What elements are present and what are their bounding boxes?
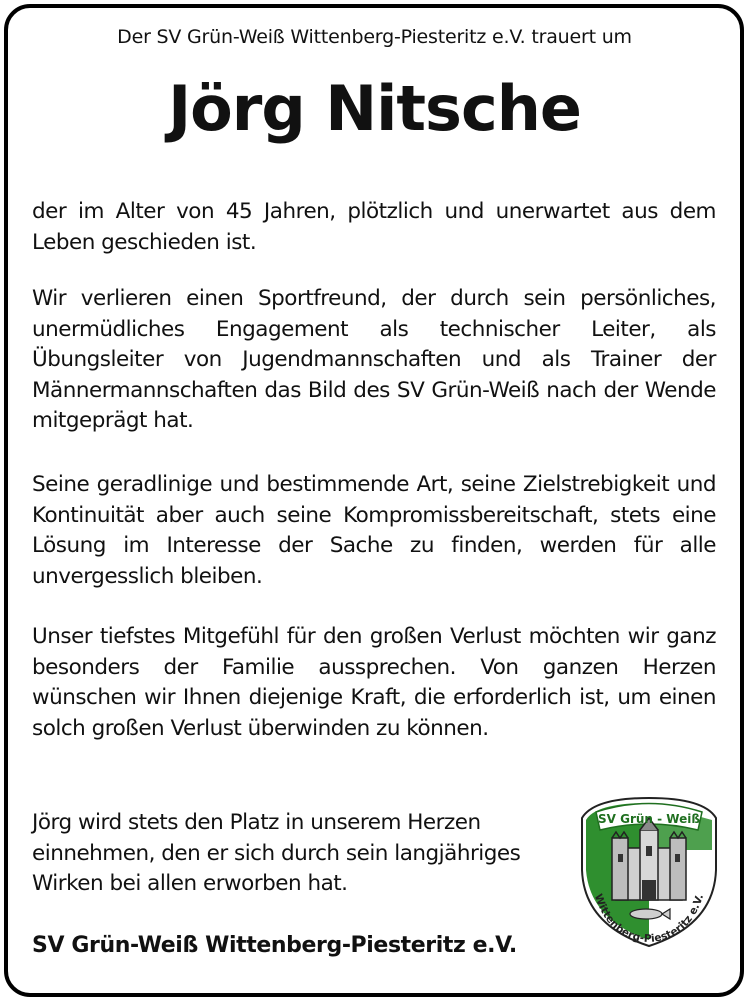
paragraph-age: der im Alter von 45 Jahren, plötzlich und unerwartet aus dem Leben geschieden ist. [32,199,716,255]
crest-bottom-text: Wittenberg-Piesteritz e.V. [591,892,707,946]
club-signature: SV Grün-Weiß Wittenberg-Piesteritz e.V. [32,933,517,958]
deceased-name: Jörg Nitsche [168,72,581,145]
crest-top-text: SV Grün - Weiß [598,812,700,826]
paragraph-character: Seine geradlinige und bestimmende Art, seine Zielstrebigkeit und Kontinuität aber auch seine Kompromissbereitschaft, stets eine Lösung im Interesse der Sache zu finden, werden für alle unvergesslich bleiben. [32,472,716,589]
paragraph-condolence: Unser tiefstes Mitgefühl für den großen Verlust möchten wir ganz besonders der Familie aussprechen. Von ganzen Herzen wünschen wir Ihnen diejenige Kraft, die erforderlich ist, um einen solch großen Verlust überwinden zu können. [32,624,716,741]
paragraph-tribute: Wir verlieren einen Sportfreund, der durch sein persönliches, unermüdliches Engagement als technischer Leiter, als Übungsleiter von Jugendmannschaften und als Trainer der Männermannschaften das Bild des SV Grün-Weiß nach der Wende mitgeprägt hat. [32,286,716,433]
paragraph-memory: Jörg wird stets den Platz in unserem Herzen einnehmen, den er sich durch sein langjähriges Wirken bei allen erworben hat. [32,810,521,896]
intro-line: Der SV Grün-Weiß Wittenberg-Piesteritz e.V. trauert um [117,26,632,48]
club-crest-logo [574,790,724,950]
